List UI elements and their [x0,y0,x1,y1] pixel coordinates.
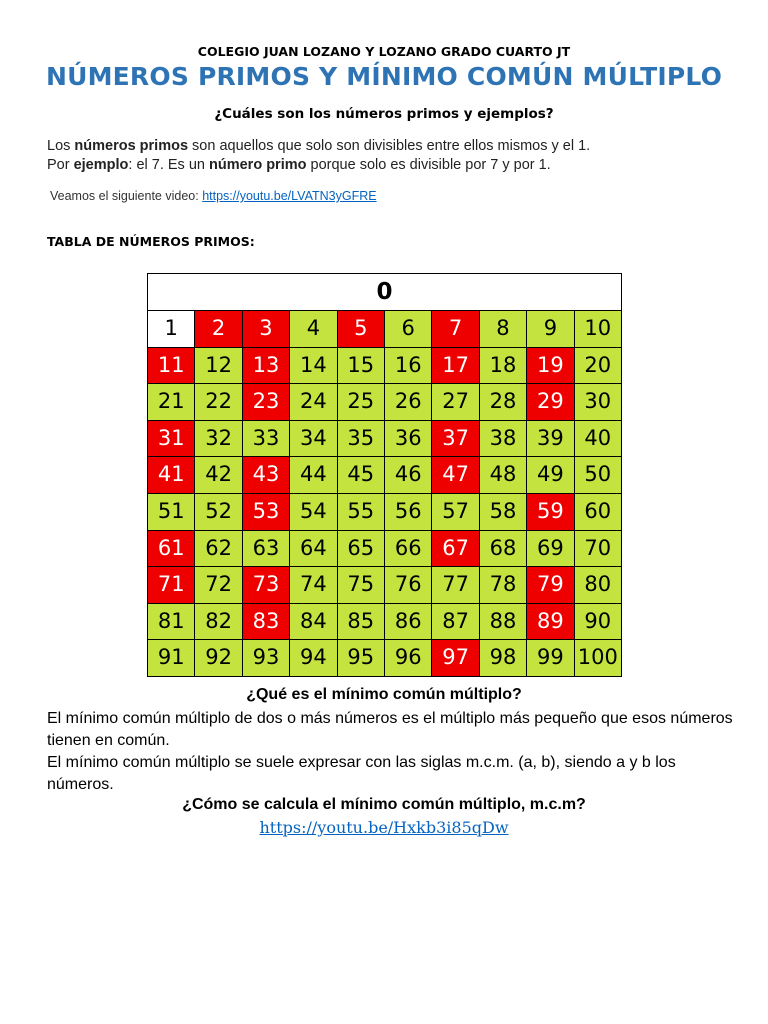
number-cell: 62 [195,531,242,568]
number-cell: 72 [195,567,242,604]
number-cell: 39 [527,421,574,458]
number-cell: 26 [385,384,432,421]
number-cell: 25 [338,384,385,421]
number-cell: 16 [385,348,432,385]
prime-cell: 61 [148,531,195,568]
number-cell: 63 [243,531,290,568]
number-cell: 99 [527,640,574,677]
number-cell: 27 [432,384,479,421]
video-label: Veamos el siguiente video: [50,189,203,203]
number-cell: 30 [575,384,622,421]
prime-cell: 41 [148,457,195,494]
school-header: COLEGIO JUAN LOZANO Y LOZANO GRADO CUARTO JT [197,44,571,59]
number-cell: 24 [290,384,337,421]
number-cell: 20 [575,348,622,385]
number-cell: 86 [385,604,432,641]
number-cell: 100 [575,640,622,677]
table-title: TABLA DE NÚMEROS PRIMOS: [47,234,255,249]
prime-cell: 29 [527,384,574,421]
number-cell: 36 [385,421,432,458]
number-cell: 80 [575,567,622,604]
prime-cell: 71 [148,567,195,604]
number-cell: 35 [338,421,385,458]
number-cell: 50 [575,457,622,494]
page-title: NÚMEROS PRIMOS Y MÍNIMO COMÚN MÚLTIPLO [45,62,723,91]
number-cell: 40 [575,421,622,458]
primes-question: ¿Cuáles son los números primos y ejemplos? [214,106,554,122]
number-cell: 88 [480,604,527,641]
mcm-definition-2: El mínimo común múltiplo se suele expresar con las siglas m.c.m. (a, b), siendo a y b los números. [47,754,676,793]
prime-cell: 67 [432,531,479,568]
number-cell: 1 [148,311,195,348]
number-cell: 60 [575,494,622,531]
number-cell: 74 [290,567,337,604]
intro-bold: ejemplo [73,157,129,173]
number-cell: 21 [148,384,195,421]
number-cell: 78 [480,567,527,604]
video-line [50,189,377,203]
primes-table [147,273,622,677]
number-cell: 55 [338,494,385,531]
intro-line-1 [47,138,590,154]
prime-cell: 59 [527,494,574,531]
number-cell: 66 [385,531,432,568]
number-cell: 82 [195,604,242,641]
prime-cell: 47 [432,457,479,494]
prime-cell: 89 [527,604,574,641]
mcm-definition-1: El mínimo común múltiplo de dos o más números es el múltiplo más pequeño que esos números tienen en común. [47,710,733,749]
intro-text: son aquellos que solo son divisibles entre ellos mismos y el 1. [188,138,591,154]
number-cell: 56 [385,494,432,531]
number-cell: 10 [575,311,622,348]
number-cell: 38 [480,421,527,458]
number-cell: 65 [338,531,385,568]
number-cell: 12 [195,348,242,385]
number-cell: 93 [243,640,290,677]
number-cell: 46 [385,457,432,494]
video-link[interactable]: https://youtu.be/LVATN3yGFRE [202,189,377,203]
number-cell: 77 [432,567,479,604]
number-cell: 96 [385,640,432,677]
intro-text: Por [47,157,74,173]
intro-line-2 [47,157,551,173]
number-cell: 48 [480,457,527,494]
number-cell: 58 [480,494,527,531]
number-cell: 34 [290,421,337,458]
number-cell: 76 [385,567,432,604]
prime-cell: 13 [243,348,290,385]
number-cell: 14 [290,348,337,385]
number-cell: 92 [195,640,242,677]
prime-cell: 7 [432,311,479,348]
number-cell: 28 [480,384,527,421]
prime-cell: 97 [432,640,479,677]
number-cell: 81 [148,604,195,641]
prime-cell: 73 [243,567,290,604]
prime-cell: 53 [243,494,290,531]
prime-cell: 11 [148,348,195,385]
intro-bold: números primos [74,138,189,154]
number-cell: 84 [290,604,337,641]
number-cell: 4 [290,311,337,348]
number-cell: 95 [338,640,385,677]
prime-cell: 2 [195,311,242,348]
number-cell: 94 [290,640,337,677]
prime-cell: 17 [432,348,479,385]
number-cell: 70 [575,531,622,568]
prime-cell: 23 [243,384,290,421]
prime-cell: 37 [432,421,479,458]
number-cell: 42 [195,457,242,494]
number-cell: 18 [480,348,527,385]
number-cell: 33 [243,421,290,458]
mcm-video-link[interactable]: https://youtu.be/Hxkb3i85qDw [259,818,509,837]
number-cell: 8 [480,311,527,348]
number-cell: 9 [527,311,574,348]
number-cell: 51 [148,494,195,531]
zero-cell: 0 [148,274,622,311]
intro-bold: número primo [209,157,307,173]
number-cell: 54 [290,494,337,531]
mcm-how-question: ¿Cómo se calcula el mínimo común múltiplo, m.c.m? [182,796,586,813]
number-cell: 98 [480,640,527,677]
number-cell: 45 [338,457,385,494]
number-cell: 44 [290,457,337,494]
prime-cell: 43 [243,457,290,494]
number-cell: 85 [338,604,385,641]
number-cell: 68 [480,531,527,568]
number-cell: 15 [338,348,385,385]
number-cell: 90 [575,604,622,641]
prime-cell: 5 [338,311,385,348]
number-cell: 6 [385,311,432,348]
number-cell: 57 [432,494,479,531]
prime-cell: 19 [527,348,574,385]
number-grid [148,311,622,677]
prime-cell: 31 [148,421,195,458]
mcm-question: ¿Qué es el mínimo común múltiplo? [246,686,522,703]
number-cell: 32 [195,421,242,458]
number-cell: 87 [432,604,479,641]
intro-text: Los [47,138,75,154]
number-cell: 49 [527,457,574,494]
intro-text: : el 7. Es un [128,157,209,173]
number-cell: 52 [195,494,242,531]
number-cell: 91 [148,640,195,677]
number-cell: 22 [195,384,242,421]
prime-cell: 79 [527,567,574,604]
number-cell: 75 [338,567,385,604]
intro-text: porque solo es divisible por 7 y por 1. [306,157,551,173]
prime-cell: 83 [243,604,290,641]
number-cell: 69 [527,531,574,568]
prime-cell: 3 [243,311,290,348]
number-cell: 64 [290,531,337,568]
